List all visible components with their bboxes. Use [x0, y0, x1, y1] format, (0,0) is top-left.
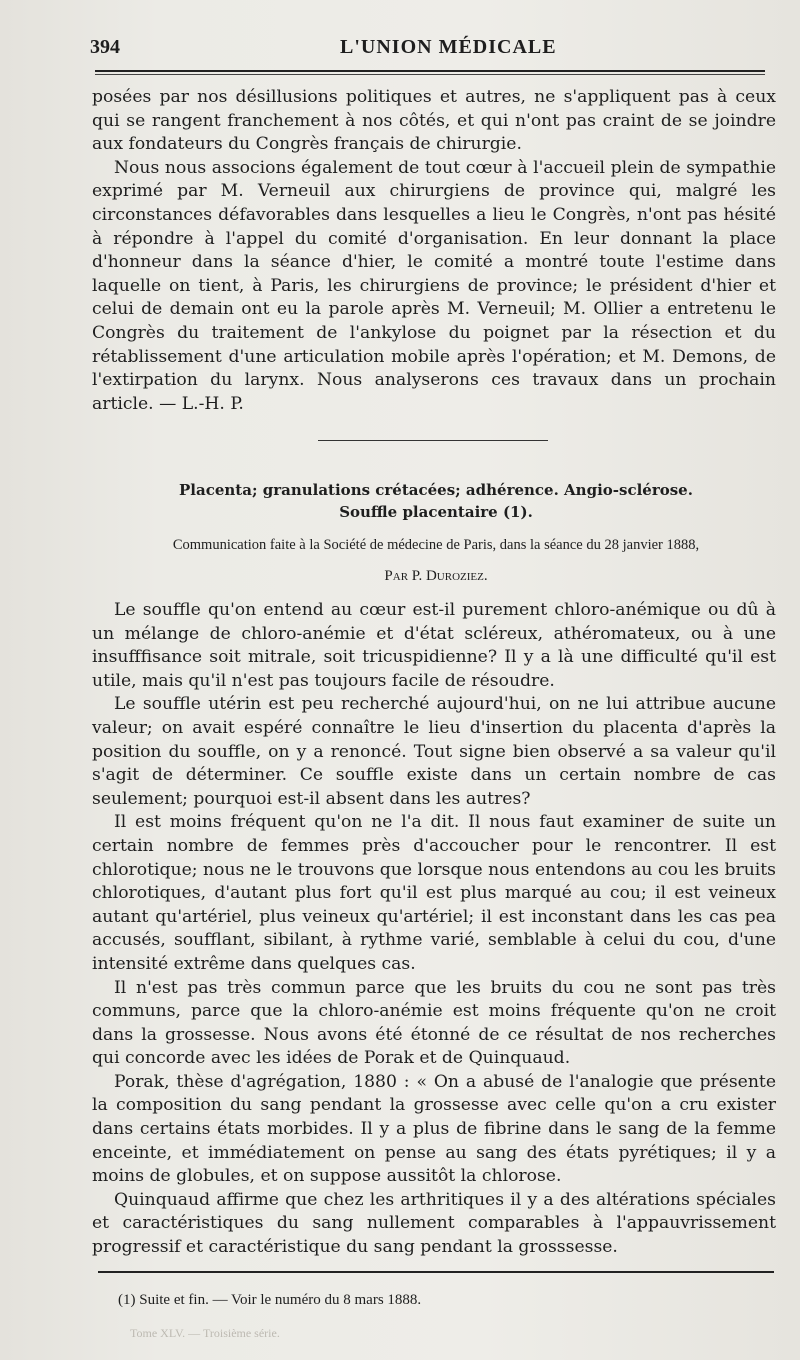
journal-title: L'UNION MÉDICALE [340, 36, 557, 58]
body-paragraph: Quinquaud affirme que chez les arthritiques il y a des altérations spéciales et caractéristiques du sang nullement comparables à l'appauvrissement progressif et caractéristique du sang pendant la grosssesse. [92, 1189, 776, 1258]
intro-text [92, 86, 776, 416]
communication-note: Communication faite à la Société de médecine de Paris, dans la séance du 28 janvier 1888, [172, 537, 700, 553]
article-author: Par P. Duroziez. [384, 568, 488, 584]
body-paragraph: Porak, thèse d'agrégation, 1880 : « On a abusé de l'analogie que présente la composition du sang pendant la grossesse avec celle qu'on a cru exister dans certains états morbides. Il y a plus de fibrine dans le sang de la femme enceinte, et immédiatement on pense au sang des états pyrétiques; il y a moins de globules, et on suppose aussitôt la chlorose. [92, 1071, 776, 1187]
page-number: 394 [90, 36, 120, 58]
body-paragraph: Le souffle utérin est peu recherché aujourd'hui, on ne lui attribue aucune valeur; on avait espéré connaître le lieu d'insertion du placenta d'après la position du souffle, on y a renoncé. Tout signe bien observé a sa valeur qu'il s'agit de déterminer. Ce souffle existe dans un certain nombre de cas seulement; pourquoi est-il absent dans les autres? [92, 694, 776, 809]
page-footer: Tome XLV. — Troisième série. [130, 1326, 280, 1340]
header-rule-thin [95, 74, 765, 75]
article-title-line2: Souffle placentaire (1). [339, 503, 533, 521]
running-header [90, 32, 770, 64]
article-body [92, 599, 776, 1260]
body-paragraph: Il est moins fréquent qu'on ne l'a dit. Il nous faut examiner de suite un certain nombre de femmes près d'accoucher pour le rencontrer. Il est chlorotique; nous ne le trouvons que lorsque nous entendons au cou les bruits chlorotiques, d'autant plus fort qu'il est plus marqué au cou; il est veineux autant qu'artériel, plus veineux qu'artériel; il est inconstant dans les cas pea accusés, soufflant, sibilant, à rythme varié, semblable à celui du cou, d'une intensité extrême dans quelques cas. [92, 812, 776, 974]
footnote-rule [98, 1271, 774, 1273]
body-paragraph: Il n'est pas très commun parce que les bruits du cou ne sont pas très communs, parce que la chloro-anémie est moins fréquente qu'on ne croit dans la grossesse. Nous avons été étonné de ce résultat de nos recherches qui concorde avec les idées de Porak et de Quinquaud. [92, 977, 776, 1069]
article-title-line1: Placenta; granulations crétacées; adhérence. Angio-sclérose. [179, 481, 693, 499]
body-paragraph: Le souffle qu'on entend au cœur est-il purement chloro-anémique ou dû à un mélange de chloro-anémie et d'état scléreux, athéromateux, ou à une insufffisance soit mitrale, soit tricuspidienne? Il y a là une difficulté qu'il est utile, mais qu'il n'est pas toujours facile de résoudre. [92, 600, 776, 691]
intro-paragraph: posées par nos désillusions politiques et autres, ne s'appliquent pas à ceux qui se rangent franchement à nos côtés, et qui n'ont pas craint de se joindre aux fondateurs du Congrès français de chirurgie. [92, 87, 776, 155]
intro-paragraph: Nous nous associons également de tout cœur à l'accueil plein de sympathie exprimé par M. Verneuil aux chirurgiens de province qui, malgré les circonstances défavorables dans lesquelles a lieu le Congrès, n'ont pas hésité à répondre à l'appel du comité d'organisation. En leur donnant la place d'honneur dans la séance d'hier, le comité a montré toute l'estime dans laquelle on tient, à Paris, les chirurgiens de province; le président d'hier et celui de demain ont eu la parole après M. Verneuil; M. Ollier a entretenu le Congrès du traitement de l'ankylose du poignet par la résection et du rétablissement d'une articulation mobile après l'opération; et M. Demons, de l'extirpation du larynx. Nous analyserons ces travaux dans un prochain article. — L.-H. P. [92, 157, 776, 414]
header-rule [95, 70, 765, 72]
footnote: (1) Suite et fin. — Voir le numéro du 8 mars 1888. [118, 1292, 422, 1308]
section-divider [318, 440, 548, 441]
